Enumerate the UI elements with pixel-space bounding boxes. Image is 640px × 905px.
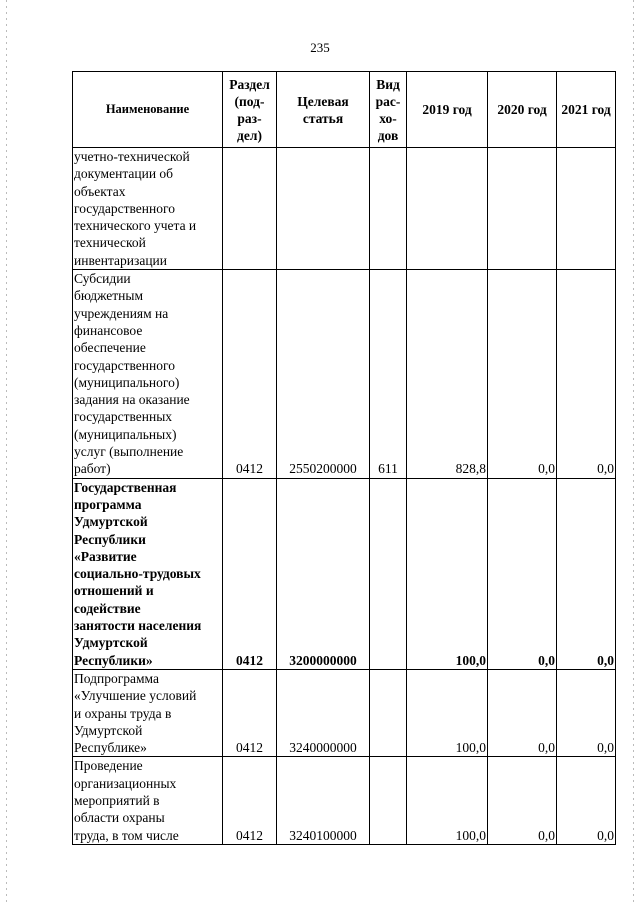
row-2019: 100,0	[407, 478, 488, 669]
row-section	[223, 148, 277, 270]
name-line: объектах	[74, 183, 126, 199]
name-line: (муниципального)	[74, 374, 180, 390]
row-expense	[370, 757, 407, 844]
row-section: 0412	[223, 757, 277, 844]
name-line: задания на оказание	[74, 392, 190, 408]
row-target: 3200000000	[277, 478, 370, 669]
table-row	[73, 478, 616, 669]
name-line: услуг (выполнение	[74, 444, 184, 460]
row-name	[73, 478, 223, 669]
row-expense	[370, 148, 407, 270]
header-target	[277, 72, 370, 148]
header-2019: 2019 год	[407, 72, 488, 148]
name-line: работ)	[74, 461, 111, 477]
name-line: технической	[74, 235, 146, 251]
row-target: 3240100000	[277, 757, 370, 844]
name-line: содействие	[74, 600, 141, 616]
row-expense	[370, 478, 407, 669]
name-line: технического учета и	[74, 218, 197, 234]
name-line: Подпрограмма	[74, 670, 159, 686]
page-number: 235	[310, 40, 330, 55]
name-line: организационных	[74, 775, 177, 791]
row-2019: 828,8	[407, 270, 488, 479]
name-line: Удмуртской	[74, 722, 143, 738]
header-expense-line: рас-	[375, 93, 401, 109]
row-2021: 0,0	[557, 757, 616, 844]
row-2021: 0,0	[557, 669, 616, 756]
name-line: «Развитие	[74, 548, 137, 564]
row-target: 3240000000	[277, 669, 370, 756]
header-2021: 2021 год	[557, 72, 616, 148]
row-target: 2550200000	[277, 270, 370, 479]
row-2020: 0,0	[488, 669, 557, 756]
header-target-line: Целевая	[297, 93, 349, 109]
name-line: Республике»	[74, 740, 147, 756]
name-line: Удмуртской	[74, 635, 148, 651]
name-line: Государственная	[74, 479, 177, 495]
row-name	[73, 270, 223, 479]
row-2020: 0,0	[488, 478, 557, 669]
name-line: государственного	[74, 357, 175, 373]
name-line: занятости населения	[74, 618, 202, 634]
row-2020: 0,0	[488, 270, 557, 479]
row-section: 0412	[223, 270, 277, 479]
name-line: Удмуртской	[74, 514, 148, 530]
header-2020: 2020 год	[488, 72, 557, 148]
header-section-line: раз-	[237, 110, 262, 126]
name-line: области охраны	[74, 810, 165, 826]
table-row	[73, 757, 616, 844]
name-line: учреждениям на	[74, 305, 169, 321]
header-section-line: Раздел	[229, 76, 270, 92]
header-section-line: (под-	[234, 93, 265, 109]
name-line: программа	[74, 496, 142, 512]
row-2021: 0,0	[557, 270, 616, 479]
row-2019: 100,0	[407, 669, 488, 756]
name-line: Проведение	[74, 758, 143, 774]
right-binding-edge	[633, 0, 634, 905]
name-line: и охраны труда в	[74, 705, 172, 721]
row-2019	[407, 148, 488, 270]
header-section-line: дел)	[237, 127, 262, 143]
table-row	[73, 270, 616, 479]
header-expense	[370, 72, 407, 148]
row-2020	[488, 148, 557, 270]
name-line: финансовое	[74, 322, 143, 338]
row-expense	[370, 669, 407, 756]
header-expense-line: дов	[377, 127, 399, 143]
name-line: «Улучшение условий	[74, 688, 197, 704]
name-line: учетно-технической	[74, 149, 190, 164]
header-expense-line: Вид	[376, 76, 400, 92]
table-header-row	[73, 72, 616, 148]
name-line: отношений и	[74, 583, 154, 599]
table-row	[73, 148, 616, 270]
row-target	[277, 148, 370, 270]
budget-table	[72, 71, 616, 845]
name-line: Республики»	[74, 652, 153, 668]
name-line: документации об	[74, 166, 174, 182]
row-2021: 0,0	[557, 478, 616, 669]
name-line: государственного	[74, 200, 175, 216]
header-name: Наименование	[73, 72, 223, 148]
row-2019: 100,0	[407, 757, 488, 844]
header-expense-line: хо-	[379, 110, 397, 126]
row-2021	[557, 148, 616, 270]
name-line: бюджетным	[74, 288, 144, 304]
header-target-line: статья	[302, 110, 344, 126]
name-line: инвентаризации	[74, 252, 167, 268]
name-line: государственных	[74, 409, 173, 425]
name-line: (муниципальных)	[74, 426, 177, 442]
row-section: 0412	[223, 478, 277, 669]
row-2020: 0,0	[488, 757, 557, 844]
row-name	[73, 148, 223, 270]
row-name	[73, 669, 223, 756]
name-line: обеспечение	[74, 340, 146, 356]
name-line: мероприятий в	[74, 792, 160, 808]
row-expense: 611	[370, 270, 407, 479]
header-section	[223, 72, 277, 148]
row-name	[73, 757, 223, 844]
name-line: труда, в том числе	[74, 827, 179, 843]
name-line: Республики	[74, 531, 146, 547]
row-section: 0412	[223, 669, 277, 756]
left-binding-edge	[6, 0, 7, 905]
table-row	[73, 669, 616, 756]
name-line: социально-трудовых	[74, 566, 201, 582]
name-line: Субсидии	[74, 271, 131, 287]
